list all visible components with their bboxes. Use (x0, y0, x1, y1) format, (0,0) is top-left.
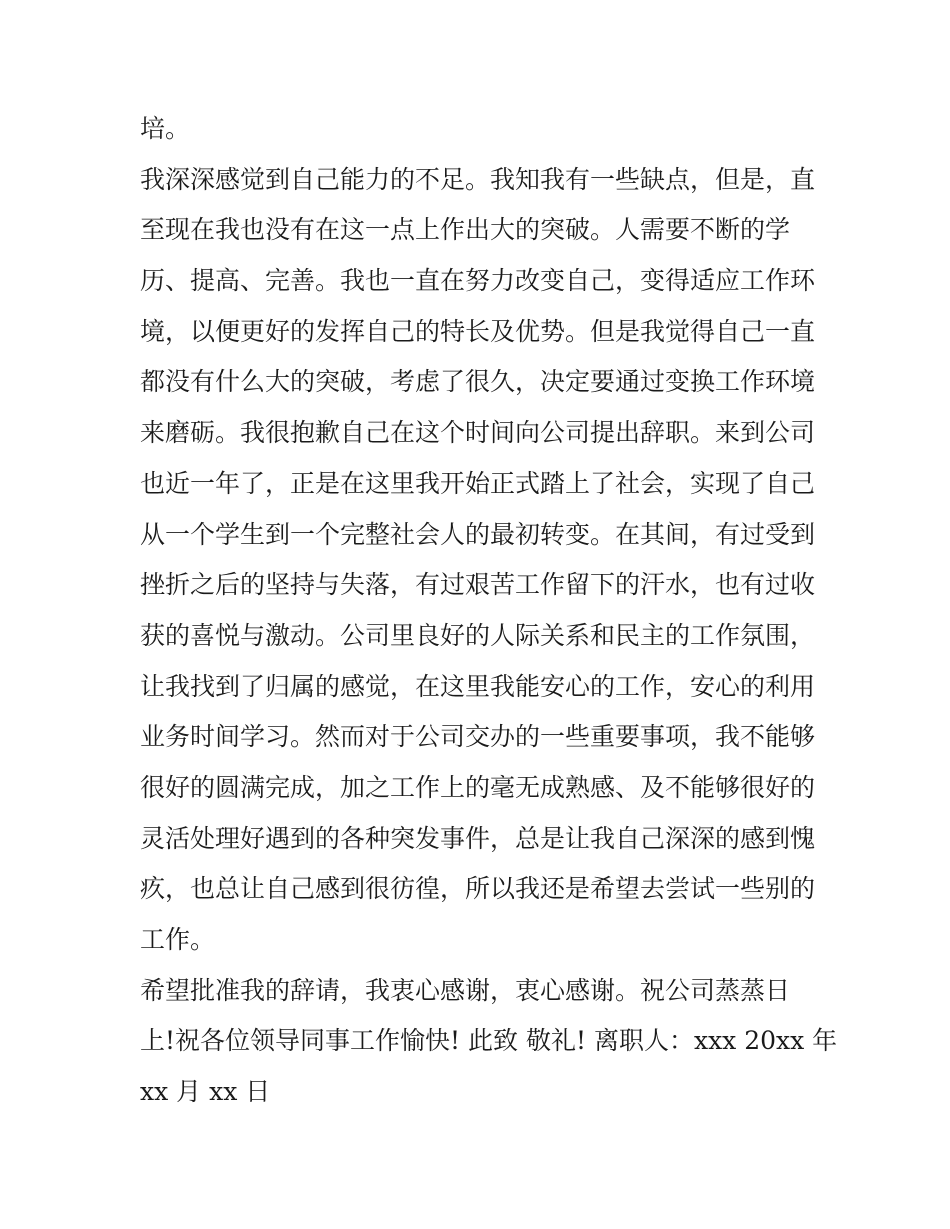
text-line: 希望批准我的辞请，我衷心感谢，衷心感谢。祝公司蒸蒸日 (140, 975, 791, 1005)
text-line: 让我找到了归属的感觉，在这里我能安心的工作，安心的利用 (140, 671, 816, 701)
text-line: 挫折之后的坚持与失落，有过艰苦工作留下的汗水，也有过收 (140, 570, 816, 600)
text-line: 培。 (140, 114, 191, 143)
text-line: 工作。 (140, 925, 216, 954)
text-line: 来磨砺。我很抱歉自己在这个时间向公司提出辞职。来到公司 (140, 418, 816, 448)
text-line: 历、提高、完善。我也一直在努力改变自己，变得适应工作环 (140, 266, 816, 296)
text-line: 至现在我也没有在这一点上作出大的突破。人需要不断的学 (140, 215, 791, 245)
signature-date-line: xx 月 xx 日 (140, 1077, 271, 1107)
text-line: 都没有什么大的突破，考虑了很久，决定要通过变换工作环境 (140, 367, 816, 397)
text-line: 上!祝各位领导同事工作愉快! 此致 敬礼! 离职人：xxx 20xx 年 (140, 1026, 838, 1056)
text-line: 我深深感觉到自己能力的不足。我知我有一些缺点，但是，直 (140, 164, 816, 194)
text-line: 境，以便更好的发挥自己的特长及优势。但是我觉得自己一直 (140, 316, 816, 346)
text-line: 疚，也总让自己感到很彷徨，所以我还是希望去尝试一些别的 (140, 874, 816, 904)
text-line: 也近一年了，正是在这里我开始正式踏上了社会，实现了自己 (140, 468, 816, 498)
text-line: 业务时间学习。然而对于公司交办的一些重要事项，我不能够 (140, 722, 816, 752)
text-line: 很好的圆满完成，加之工作上的毫无成熟感、及不能够很好的 (140, 772, 816, 802)
text-line: 从一个学生到一个完整社会人的最初转变。在其间，有过受到 (140, 519, 816, 549)
document-body (140, 104, 838, 1118)
text-line: 灵活处理好遇到的各种突发事件，总是让我自己深深的感到愧 (140, 823, 816, 853)
text-line: 获的喜悦与激动。公司里良好的人际关系和民主的工作氛围， (140, 620, 816, 650)
